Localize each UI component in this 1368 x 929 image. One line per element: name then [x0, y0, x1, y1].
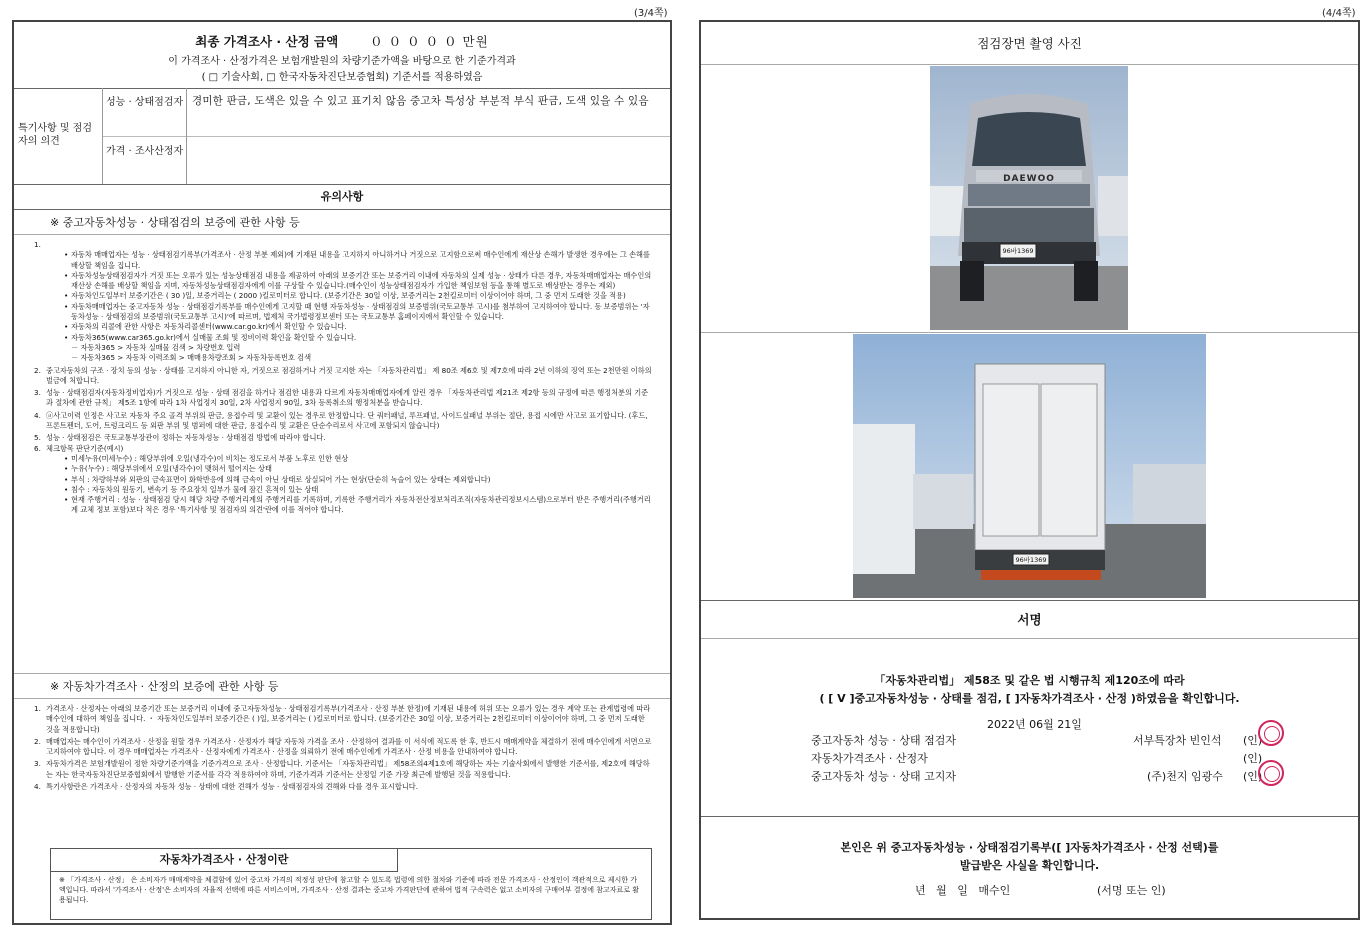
inspector-opinion: 경미한 판금, 도색은 있을 수 있고 표기치 않음 중고차 특성상 부분적 부식 판금, 도색 있을 수 있음 [192, 95, 649, 107]
price-explain-box [50, 848, 652, 920]
check-bullet: • 미세누유(미세누수) : 해당부위에 오일(냉각수)이 비치는 정도로서 부품 노후로 인한 현상 [64, 454, 654, 464]
seal-stamp-notifier [1258, 760, 1284, 786]
front-plate: 96바1369 [1002, 247, 1034, 255]
s1-bullet: • 자동차성능상태점검자가 거짓 또는 오류가 있는 성능상태점검 내용을 제공하여 아래의 보증기간 또는 보증거리 이내에 자동차의 실제 성능 · 상태가 다른 경우, 자동차매매업자는 매수인의 재산상 손해를 배상할 책임을 지며, 자동차성능상태점검자에게 이를 구상할 수 있습니다.(매수인이 성능상태점검자가 가입한 책임보험 등을 통해 별도로 배상받는 경우는 제외) [64, 271, 654, 292]
page-number-right: (4/4쪽) [1322, 8, 1356, 19]
cert-line-2: ( [ V ]중고자동차성능 · 상태를 점검, [ ]자동차가격조사 · 산정 )하였음을 확인합니다. [819, 692, 1240, 705]
inspector-label: 성능 · 상태점검자 [106, 97, 184, 108]
receipt-line-1: 본인은 위 중고자동차성능 · 상태점검기록부([ ]자동차가격조사 · 산정 선택)를 [840, 841, 1219, 854]
page-number-left: (3/4쪽) [634, 8, 668, 19]
s1-bullet: • 자동차의 리콜에 관한 사항은 자동차리콜센터(www.car.go.kr)에서 확인할 수 있습니다. [64, 322, 654, 332]
final-desc-2: ( □ 기술사회, □ 한국자동차진단보증협회) 기준서를 적용하였음 [201, 72, 483, 83]
truck-brand-text: DAEWOO [1003, 174, 1055, 184]
signer-role-notifier: 중고자동차 성능 · 상태 고지자 [811, 770, 956, 783]
s1-bullet: • 자동차인도일부터 보증기간은 ( 30 )일, 보증거리는 ( 2000 )킬로미터로 합니다. (보증기간은 30일 이상, 보증거리는 2천킬로미터 이상이어야 하며, 그 중 먼저 도래한 것을 적용) [64, 291, 654, 301]
signer-role-inspector: 중고자동차 성능 · 상태 점검자 [811, 734, 956, 747]
s1-bullet: • 자동차 매매업자는 성능 · 상태점검기록부(가격조사 · 산정 부분 제외)에 기재된 내용을 고지하지 아니하거나 거짓으로 고지함으로써 매수인에게 재산상 손해가 발생한 경우에는 그 손해를 배상할 책임을 집니다. [64, 250, 654, 271]
appraiser-label: 가격 · 조사산정자 [106, 146, 184, 157]
section2-title: ※ 자동차가격조사 · 산정의 보증에 관한 사항 등 [50, 680, 279, 693]
s1-num1: 1. [34, 240, 41, 249]
receipt-sign: (서명 또는 인) [1097, 884, 1166, 897]
cert-line-1: 「자동차관리법」 제58조 및 같은 법 시행규칙 제120조에 따라 [874, 674, 1185, 687]
page-3 [12, 20, 672, 925]
front-photo [930, 66, 1128, 330]
final-amount-row [14, 32, 670, 50]
signer-role-appraiser: 자동차가격조사 · 산정자 [811, 752, 928, 765]
s1-item: 6. 체크항목 판단기준(예시) [34, 443, 124, 453]
s1-sub-1: － 자동차365 > 자동차 실매물 검색 > 차량번호 입력 [71, 342, 241, 352]
s1-item: 4. ⓐ사고이력 인정은 사고로 자동차 주요 골격 부위의 판금, 용접수리 및 교환이 있는 경우로 한정합니다. 단 쿼터패널, 루프패널, 사이드실패널 부위는 절단, 용접 시에만 사고로 표기합니다. (후드, 프론트펜더, 도어, 트렁크리드 등 외판 부위 및 범퍼에 대한 판금, 용접수리 및 교환은 단순수리로서 사고에 포함되지 않습니다) [34, 410, 648, 431]
s1-sub-2: － 자동차365 > 자동차 이력조회 > 매매용차량조회 > 자동차등록번호 검색 [71, 353, 312, 363]
section1-body [34, 240, 654, 516]
seal-stamp-inspector [1258, 720, 1284, 746]
receipt-line-2: 발급받은 사실을 확인합니다. [959, 859, 1100, 872]
rear-plate: 96바1369 [1015, 556, 1047, 564]
s1-bullet: • 자동차365(www.car365.go.kr)에서 실매물 조회 및 정비이력 확인을 확인할 수 있습니다. [64, 333, 654, 343]
section2-body [34, 704, 654, 792]
s1-item: 5. 성능 · 상태점검은 국토교통부장관이 정하는 자동차성능 · 상태점검 방법에 따라야 합니다. [34, 433, 326, 443]
notice-title: 유의사항 [320, 190, 364, 203]
s2-item: 4. 특기사항란은 가격조사 · 산정자의 자동차 성능 · 상태에 대한 견해가 성능 · 상태점검자의 견해와 다를 경우 표시합니다. [34, 782, 419, 792]
price-box-title: 자동차가격조사 · 산정이란 [51, 849, 398, 872]
s1-item: 3. 성능 · 상태점검자(자동차정비업자)가 거짓으로 성능 · 상태 점검을 하거나 점검한 내용과 다르게 자동차매매업자에게 알린 경우 「자동차관리법 제21조 제2항 등의 규정에 따른 행정처분의 기준과 절차에 관한 규칙」 제5조 1항에 따라 1차 사업정지 30일, 2차 사업정지 90일, 3차 등록취소의 행정처분을 받습니다. [34, 388, 649, 408]
front-photo-svg [930, 66, 1128, 330]
page-4 [699, 20, 1360, 920]
section1-title: ※ 중고자동차성능 · 상태점검의 보증에 관한 사항 등 [50, 216, 300, 229]
s2-item: 1. 가격조사 · 산정자는 아래의 보증기간 또는 보증거리 이내에 중고자동차성능 · 상태점검기록부(가격조사 · 산정 부분 한정)에 기재된 내용에 허위 또는 오류가 있는 경우 계약 또는 관계법령에 따라 매수인에 대하여 책임을 집니다. ・ 자동차인도일부터 보증기간은 ( )일, 보증거리는 ( )킬로미터로 합니다. (보증기간은 30일 이상, 보증거리는 2천킬로미터 이상이어야 하며, 그 중 먼저 도래한 것을 적용합니다) [34, 704, 651, 734]
signer-mark-inspector: (인) [1243, 734, 1263, 747]
signer-name-inspector: 서부특장차 빈인석 [1133, 734, 1222, 747]
price-box-text: ※ 「가격조사 · 산정」 은 소비자가 매매계약을 체결함에 있어 중고차 가격의 적정성 판단에 참고할 수 있도록 법령에 의한 절차와 기준에 따라 전문 가격조사 · 산정인이 객관적으로 제시한 가액입니다. 따라서 '가격조사 · 산정'은 소비자의 자율적 선택에 따른 서비스이며, 가격조사 · 산정 결과는 중고차 가격판단에 관하여 법적 구속력은 없고 소비자의 구매여부 결정에 참고자료로 활용됩니다. [59, 876, 640, 904]
opinion-label: 특기사항 및 점검자의 의견 [18, 123, 92, 147]
photo-section-title: 점검장면 촬영 사진 [977, 36, 1082, 51]
s1-bullet-list [56, 250, 654, 343]
check-bullet: • 현재 주행거리 : 성능 · 상태점검 당시 해당 차량 주행거리계의 주행거리를 기록하며, 기록한 주행거리가 자동차전산정보처리조직(자동차관리정보시스템)으로부터 받은 주행거리(주행거리계 교체 정보 포함)보다 적은 경우 '특기사항 및 점검자의 의견'란에 이를 적어야 합니다. [64, 495, 654, 516]
signer-mark-notifier: (인) [1243, 770, 1263, 783]
s1-bullet: • 자동차매매업자는 중고자동차 성능 · 상태점검기록부를 매수인에게 고지할 때 현행 자동차성능 · 상태점검의 보증범위(국토교통부 고시)를 첨부하여 고지하여야 합니다. 동 보증범위는 '자동차성능 · 상태점검의 보증범위(국토교통부 고시)'에 따르며, 법제처 국가법령정보센터 또는 국토교통부 홈페이지에서 확인할 수 있습니다. [64, 302, 654, 323]
check-bullet: • 부식 : 차량하부와 외판의 금속표면이 화학반응에 의해 금속이 아닌 상태로 상실되어 가는 현상(단순히 녹슬어 있는 상태는 제외합니다) [64, 475, 654, 485]
s2-item: 3. 자동차가격은 보험개발원이 정한 차량기준가액을 기준가격으로 조사 · 산정합니다. 기준서는 「자동차관리법」 제58조의4제1호에 해당하는 자는 기술사회에서 발행한 기준서를, 제2호에 해당하는 자는 한국자동차진단보증협회에서 발행한 기준서를 각각 적용하여야 하며, 기준가격과 기준서는 산정일 기준 가장 최근에 발행된 것을 적용합니다. [34, 759, 650, 779]
receipt-date: 년 월 일 매수인 [915, 884, 1011, 897]
s1-item: 2. 중고자동차의 구조 · 장치 등의 성능 · 상태를 고지하지 아니한 자, 거짓으로 점검하거나 거짓 고지한 자는 「자동차관리법」 제 80조 제6호 및 제7호에 따라 2년 이하의 징역 또는 2천만원 이하의 벌금에 처합니다. [34, 365, 652, 385]
s2-item: 2. 매매업자는 매수인이 가격조사 · 산정을 원할 경우 가격조사 · 산정자가 해당 자동차 가격을 조사 · 산정하여 결과를 이 서식에 적도록 한 후, 반드시 매매계약을 체결하기 전에 매수인에게 서면으로 고지하여야 합니다. 이 경우 매매업자는 가격조사 · 산정자에게 가격조사 · 산정을 의뢰하기 전에 매수인에게 가격조사 · 산정 비용을 안내하여야 합니다. [34, 736, 652, 757]
rear-photo [853, 334, 1206, 598]
final-amount-value: ０ ０ ０ ０ ０ 만원 [370, 34, 489, 49]
signer-name-notifier: (주)천지 임광수 [1147, 770, 1223, 783]
final-amount-title: 최종 가격조사 · 산정 금액 [195, 34, 339, 49]
signer-mark-appraiser: (인) [1243, 752, 1263, 765]
check-bullet: • 누유(누수) : 해당부위에서 오일(냉각수)이 맺혀서 떨어지는 상태 [64, 464, 654, 474]
check-bullet: • 침수 : 자동차의 원동기, 변속기 등 주요장치 일부가 물에 잠긴 흔적이 있는 상태 [64, 485, 654, 495]
sign-date: 2022년 06월 21일 [987, 718, 1082, 731]
s1-check-list [56, 454, 654, 516]
sign-title: 서명 [1017, 612, 1042, 627]
final-desc-1: 이 가격조사 · 산정가격은 보험개발원의 차량기준가액을 바탕으로 한 기준가격과 [168, 56, 516, 67]
